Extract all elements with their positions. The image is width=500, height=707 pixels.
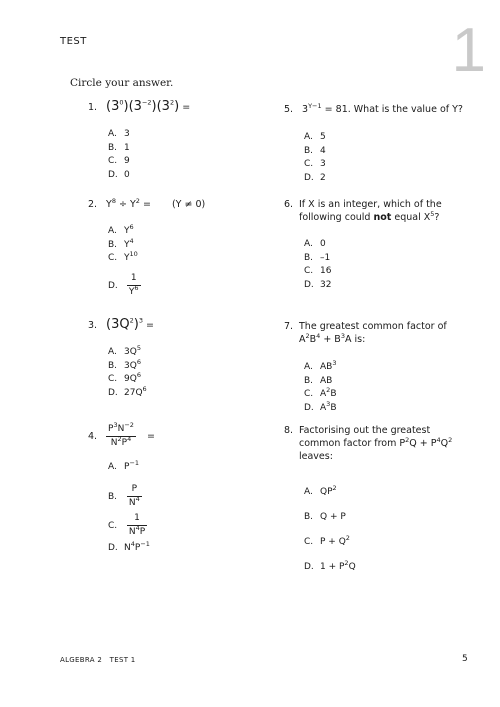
question-7-expression: $A^2B^4 + B^3A$ [299, 331, 352, 345]
option-c[interactable]: C. $9Q^6$ [108, 371, 141, 385]
question-8-text: Factorising out the greatest [299, 425, 431, 436]
question-7-text: The greatest common factor of [299, 321, 447, 332]
question-8-text-3: leaves: [299, 451, 333, 462]
option-b[interactable]: B. AB [304, 375, 333, 386]
option-d[interactable]: D. $27Q^6$ [108, 384, 147, 398]
question-7-options [304, 361, 337, 415]
option-c[interactable]: C. $A^2B$ [304, 386, 337, 400]
option-a[interactable]: A. 3 [108, 129, 130, 139]
option-d[interactable]: D. $N^4P^{-1}$ [108, 539, 150, 553]
question-number: 8. [284, 425, 294, 436]
option-d[interactable]: D. $\frac{1}{Y^6}$ [108, 272, 141, 300]
question-3-expression: $(3Q^2)^3$ [106, 316, 143, 332]
question-number: 6. [284, 199, 294, 210]
option-c[interactable]: C. $P + Q^2$ [304, 534, 350, 547]
option-b[interactable]: B. –1 [304, 252, 331, 263]
emphasis: not [373, 212, 392, 223]
option-a[interactable]: A. 5 [304, 132, 326, 142]
option-a[interactable]: A. $Y^6$ [108, 223, 134, 236]
question-4: 4. $\frac{P^3N^{-2}}{N^2P^4}$ = [88, 421, 155, 448]
question-1: 1. $(3^0)(3^{-2})(3^2)$ = [88, 98, 191, 114]
option-a[interactable]: A. $P^{-1}$ [108, 459, 140, 472]
option-d[interactable]: D. 32 [304, 279, 332, 290]
question-5-text: = 81. What is the value of Y? [324, 104, 463, 115]
fraction: $\frac{1}{Y^6}$ [128, 272, 139, 298]
question-5-options [304, 131, 326, 185]
option-b[interactable]: B. 4 [304, 145, 326, 156]
question-number: 2. [88, 199, 98, 210]
question-1-expression: $(3^0)(3^{-2})(3^2)$ [106, 98, 180, 114]
question-8: 8. Factorising out the greatest common factor from $P^2Q + P^4Q^2$ leaves: [284, 425, 453, 462]
option-b[interactable]: B. Q + P [304, 512, 346, 522]
question-5-expression: $3^{Y-1}$ [302, 101, 322, 115]
option-a[interactable]: A. $QP^2$ [304, 484, 337, 497]
option-d[interactable]: D. 2 [304, 172, 326, 183]
question-number: 1. [88, 102, 98, 113]
page-header: TEST [60, 36, 87, 47]
option-b[interactable]: B. 1 [108, 142, 130, 153]
question-6-text-4: ? [434, 212, 440, 223]
question-1-options [108, 128, 130, 182]
option-c[interactable]: C. 9 [108, 156, 130, 167]
option-b[interactable]: B. $Y^4$ [108, 236, 134, 250]
footer-title: ALGEBRA 2 TEST 1 [60, 656, 136, 664]
question-6-text-2: following could [299, 212, 374, 223]
option-c[interactable]: C. $\frac{1}{N^4P}$ [108, 512, 150, 540]
question-5 [284, 103, 463, 116]
option-c[interactable]: C. $Y^{10}$ [108, 250, 138, 264]
option-a[interactable]: A. 0 [304, 239, 326, 249]
option-d[interactable]: D. $A^3B$ [304, 399, 337, 413]
fraction: $\frac{1}{N^4P}$ [128, 512, 146, 538]
question-number: 7. [284, 321, 294, 332]
question-2 [88, 198, 205, 211]
option-b[interactable]: B. $3Q^6$ [108, 357, 141, 371]
option-c[interactable]: C. 3 [304, 159, 326, 170]
test-number-marker: 1 [451, 16, 486, 85]
option-d[interactable]: D. $1 + P^2Q$ [304, 559, 356, 572]
question-6-options [304, 238, 331, 292]
option-a[interactable]: A. $AB^3$ [304, 359, 337, 372]
option-a[interactable]: A. $3Q^5$ [108, 344, 141, 357]
question-6-text: If X is an integer, which of the [299, 199, 442, 210]
question-2-expression: $Y^8 \div Y^2$ = [106, 196, 151, 210]
question-3: 3. $(3Q^2)^3$ = [88, 316, 154, 332]
question-6-text-3: equal X [391, 212, 431, 223]
question-2-condition: (Y ≠ 0) [171, 199, 206, 210]
question-2-options [108, 225, 141, 300]
question-4-options [108, 461, 150, 556]
question-3-options [108, 346, 147, 400]
question-8-text-2: common factor from P [299, 438, 406, 449]
question-7-text-2: is: [351, 334, 366, 345]
question-number: 4. [88, 431, 98, 442]
instruction: Circle your answer. [70, 77, 174, 89]
option-b[interactable]: B. $\frac{P}{N^4}$ [108, 483, 150, 511]
question-7 [284, 320, 447, 346]
option-d[interactable]: D. 0 [108, 169, 130, 180]
option-c[interactable]: C. 16 [304, 266, 332, 277]
question-4-expression: $\frac{P^3N^{-2}}{N^2P^4}$ [108, 421, 134, 448]
question-8-options [304, 480, 356, 580]
question-number: 5. [284, 104, 294, 115]
question-number: 3. [88, 320, 98, 331]
question-6: 6. If X is an integer, which of the following could not equal $X^5$? [284, 199, 442, 223]
page-number: 5 [462, 654, 468, 664]
fraction: $\frac{P}{N^4}$ [128, 483, 140, 509]
